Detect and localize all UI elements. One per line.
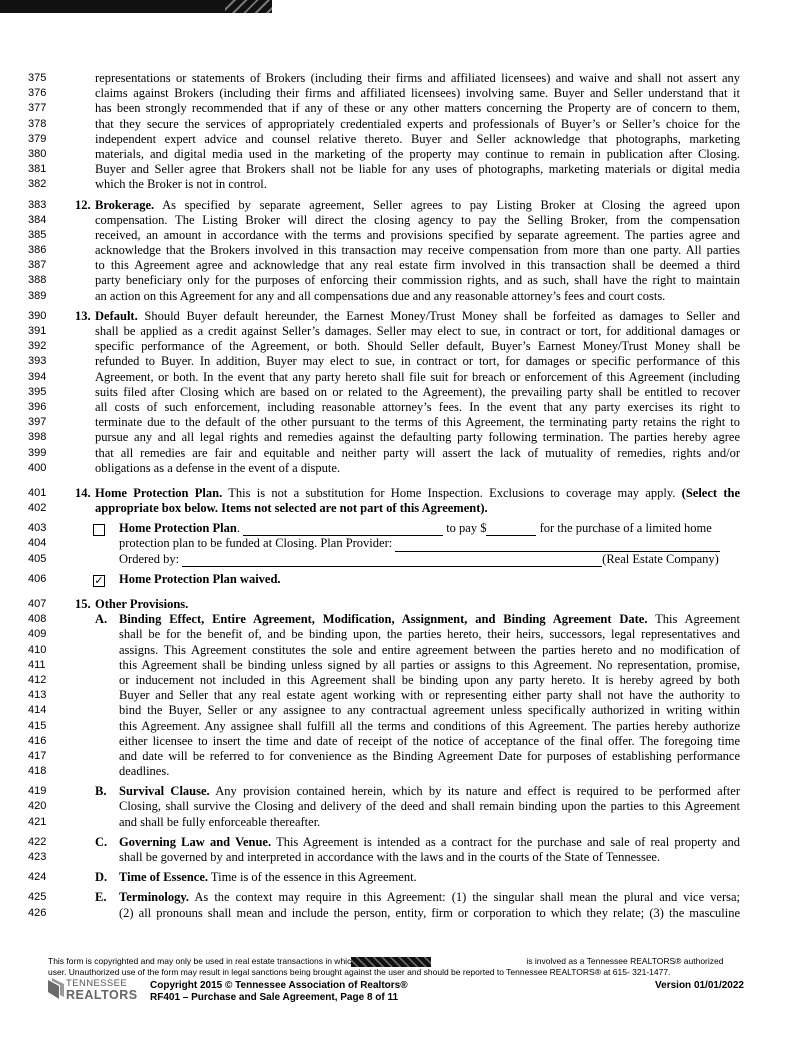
doc-line xyxy=(0,521,811,536)
copyright-notice: This form is copyrighted and may only be used in real estate transactions in whic is involved as a Tennessee REALTORS® authorized xyxy=(48,956,724,966)
subsection-b xyxy=(0,784,811,830)
doc-line xyxy=(0,339,811,354)
line-text: this Agreement. Any assignee shall fulfill all the terms and conditions of this Agreement. The parties hereby authorize xyxy=(119,718,740,733)
line-text: refunded to Buyer. In addition, Buyer may elect to sue, in contract or tort, for damages or specific performance of this xyxy=(95,354,740,369)
section-12-brokerage xyxy=(0,198,811,304)
line-number: 401 xyxy=(28,486,47,499)
line-text: specific performance of the Agreement, or both. Should Seller default, Buyer’s Earnest Money/Trust Money shall be xyxy=(95,339,740,354)
subsection-letter: C. xyxy=(95,834,108,849)
ordered-by-field[interactable] xyxy=(182,554,602,567)
line-text: shall be for the benefit of, and be binding upon, the parties hereto, their heirs, successors, legal representatives and xyxy=(119,627,740,642)
doc-line xyxy=(0,719,811,734)
line-number: 415 xyxy=(28,719,47,732)
subsection-letter: D. xyxy=(95,870,108,885)
line-number: 400 xyxy=(28,461,47,474)
doc-line xyxy=(0,815,811,830)
doc-line xyxy=(0,643,811,658)
line-text: pursue any and all legal rights and remedies against the defaulting party following termination. The parties hereby agree xyxy=(95,430,740,445)
line-number: 391 xyxy=(28,325,47,337)
line-text: shall be governed by and interpreted in accordance with the laws and in the courts of the State of Tennessee. xyxy=(119,850,661,864)
line-text: Home Protection Plan. to pay $ for the purchase of a limited home xyxy=(119,521,712,536)
line-text: this Agreement shall be binding unless signed by all parties or assigns to this Agreement. No representation, promise, xyxy=(119,657,740,672)
subsection-heading: Time of Essence. xyxy=(119,870,208,885)
subsection-letter: A. xyxy=(95,612,108,627)
section-number: 14. xyxy=(75,485,91,500)
doc-line xyxy=(0,612,811,627)
line-text: bind the Buyer, Seller or any assignee to any contractual agreement unless specifically authorized in writing within xyxy=(119,703,740,718)
line-number: 395 xyxy=(28,385,47,398)
doc-line xyxy=(0,850,811,865)
doc-line xyxy=(0,289,811,304)
line-text: to this Agreement agree and acknowledge that any real estate firm involved in this transaction shall be deemed a third xyxy=(95,258,740,273)
agreement-page xyxy=(0,71,811,921)
line-text: Agreement, or both. In the event that any party hereto shall file suit for breach or enforcement of this Agreement (including xyxy=(95,369,740,384)
subsection-heading: Survival Clause. xyxy=(119,784,210,799)
line-number: 385 xyxy=(28,228,47,241)
doc-line xyxy=(0,101,811,116)
subsection-e xyxy=(0,890,811,920)
paragraph-brokers xyxy=(0,71,811,193)
doc-line xyxy=(0,536,811,551)
line-text: and date will be referred to for convenience as the Binding Agreement Date for purposes of establishing performance xyxy=(119,748,740,763)
doc-line xyxy=(0,258,811,273)
line-number: 412 xyxy=(28,673,47,686)
line-number: 423 xyxy=(28,851,47,863)
page-footer xyxy=(48,956,788,1003)
doc-line xyxy=(0,461,811,476)
doc-line xyxy=(0,228,811,243)
line-text: Buyer and Seller that any real estate agent working with or representing either party shall not have the authority to xyxy=(119,688,740,703)
section-number: 13. xyxy=(75,308,91,323)
line-number: 376 xyxy=(28,87,47,100)
section-heading: Brokerage. xyxy=(95,197,155,212)
line-number: 394 xyxy=(28,370,47,383)
plan-waived-checkbox[interactable] xyxy=(93,575,105,587)
line-text: that they secure the services of appropriately credentialed experts and professionals of Buyer’s or Seller’s choice for the xyxy=(95,116,740,131)
line-text: Time of Essence. Time is of the essence in this Agreement. xyxy=(119,870,417,885)
doc-line xyxy=(0,890,811,905)
doc-line xyxy=(0,446,811,461)
subsection-heading: Terminology. xyxy=(119,890,190,905)
doc-line xyxy=(0,703,811,718)
line-number: 409 xyxy=(28,628,47,641)
section-number: 15. xyxy=(75,597,91,611)
line-text: materials, and digital media used in the marketing of the property may continue to remain in publication after Closing. xyxy=(95,146,740,161)
home-protection-plan-checkbox[interactable] xyxy=(93,524,105,536)
doc-line xyxy=(0,870,811,885)
line-number: 407 xyxy=(28,598,47,610)
line-text: received, an amount in accordance with the terms and provisions specified by separate agreement. The parties agree and xyxy=(95,227,740,242)
doc-line xyxy=(0,430,811,445)
line-number: 387 xyxy=(28,259,47,272)
line-number: 424 xyxy=(28,871,47,884)
doc-line xyxy=(0,309,811,324)
line-number: 422 xyxy=(28,835,47,848)
line-number: 379 xyxy=(28,132,47,145)
doc-line xyxy=(0,415,811,430)
line-text: independent expert advice and counsel relative thereto. Buyer and Seller acknowledge that photographs, marketing xyxy=(95,131,740,146)
line-number: 419 xyxy=(28,785,47,798)
unauthorized-use-notice: user. Unauthorized use of the form may result in legal sanctions being brought against the user and should be reported to Tennessee REALTORS® at 615- 321-1477. xyxy=(48,967,671,977)
line-text: Brokerage. As specified by separate agreement, Seller agrees to pay Listing Broker at Closing the agreed upon xyxy=(95,197,740,212)
line-text: Binding Effect, Entire Agreement, Modification, Assignment, and Binding Agreement Date. This Agreement xyxy=(119,612,740,627)
subsection-letter: E. xyxy=(95,890,107,905)
doc-line xyxy=(0,572,811,587)
doc-line xyxy=(0,673,811,688)
realtors-logo-icon xyxy=(48,978,64,1000)
line-text: appropriate box below. Items not selected are not part of this Agreement). xyxy=(95,501,488,516)
doc-line xyxy=(0,658,811,673)
doc-line xyxy=(0,273,811,288)
line-number: 417 xyxy=(28,749,47,762)
line-number: 420 xyxy=(28,800,47,813)
line-text: representations or statements of Brokers (including their firms and affiliated licensees) and waive and shall not assert any xyxy=(95,71,740,85)
line-number: 378 xyxy=(28,117,47,130)
top-banner-bar xyxy=(0,0,272,13)
line-text: Survival Clause. Any provision contained herein, which by its nature and effect is required to be performed after xyxy=(119,784,740,799)
line-number: 381 xyxy=(28,163,47,176)
doc-line xyxy=(0,501,811,516)
form-version: Version 01/01/2022 xyxy=(655,980,744,991)
doc-line xyxy=(0,749,811,764)
line-number: 389 xyxy=(28,289,47,302)
line-number: 396 xyxy=(28,400,47,413)
plan-name-field[interactable] xyxy=(243,523,443,536)
doc-line xyxy=(0,835,811,850)
checkmark-icon: ✓ xyxy=(94,573,104,587)
line-text: Governing Law and Venue. This Agreement is intended as a contract for the purchase and sale of real property and xyxy=(119,834,740,849)
doc-line xyxy=(0,799,811,814)
doc-line xyxy=(0,784,811,799)
line-number: 403 xyxy=(28,522,47,535)
doc-line xyxy=(0,385,811,400)
line-text: an action on this Agreement for any and all compensations due and any reasonable attorney’s fees and court costs. xyxy=(95,288,666,303)
line-number: 380 xyxy=(28,147,47,160)
line-text: or inducement not included in this Agreement shall be binding upon any party hereto. It is hereby agreed by both xyxy=(119,672,740,687)
doc-line xyxy=(0,906,811,921)
option-label: Home Protection Plan waived. xyxy=(119,571,281,586)
doc-line xyxy=(0,117,811,132)
doc-line xyxy=(0,552,811,567)
doc-line xyxy=(0,764,811,779)
line-number: 399 xyxy=(28,446,47,459)
line-number: 413 xyxy=(28,689,47,702)
doc-line xyxy=(0,597,811,612)
section-heading: Default. xyxy=(95,308,138,323)
line-text: compensation. The Listing Broker will direct the closing agency to pay the Selling Broker, from the compensation xyxy=(95,212,740,227)
doc-line xyxy=(0,324,811,339)
line-text: Default. Should Buyer default hereunder, the Earnest Money/Trust Money shall be forfeited as damages to Seller and xyxy=(95,308,741,323)
doc-line xyxy=(0,71,811,86)
line-number: 410 xyxy=(28,643,47,656)
line-number: 402 xyxy=(28,502,47,515)
subsection-letter: B. xyxy=(95,784,107,799)
line-text: claims against Brokers (including their firms and affiliated licensees) involving same. Buyer and Seller understand that it xyxy=(95,86,740,101)
line-number: 375 xyxy=(28,72,47,84)
line-text: assigns. This Agreement constitutes the sole and entire agreement between the parties hereto and no modification of xyxy=(119,642,740,657)
line-number: 393 xyxy=(28,355,47,368)
doc-line xyxy=(0,243,811,258)
subsection-heading: Binding Effect, Entire Agreement, Modification, Assignment, and Binding Agreement Date. xyxy=(119,612,648,627)
section-13-default xyxy=(0,309,811,476)
doc-line xyxy=(0,734,811,749)
line-number: 383 xyxy=(28,198,47,211)
line-number: 390 xyxy=(28,309,47,322)
line-text: Buyer and Seller agree that Brokers shall not be liable for any uses of photographs, marketing materials or digital media xyxy=(95,162,740,177)
section-number: 12. xyxy=(75,197,91,212)
line-number: 418 xyxy=(28,765,47,778)
doc-line xyxy=(0,354,811,369)
line-number: 425 xyxy=(28,891,47,904)
line-number: 411 xyxy=(28,658,46,671)
line-number: 404 xyxy=(28,537,47,550)
line-number: 406 xyxy=(28,572,47,585)
doc-line xyxy=(0,400,811,415)
line-number: 426 xyxy=(28,906,47,919)
subsection-c xyxy=(0,835,811,865)
line-number: 388 xyxy=(28,274,47,287)
line-number: 408 xyxy=(28,613,47,626)
tennessee-realtors-logo xyxy=(48,978,143,1008)
plan-amount-field[interactable] xyxy=(486,523,536,536)
line-text: has been strongly recommended that if any of these or any other matters concerning the Property are of concern to them, xyxy=(95,101,740,116)
line-text: all costs of such enforcement, including reasonable attorney’s fees. In the event that any party exercises its right to xyxy=(95,399,740,414)
line-text: (2) all pronouns shall mean and include the person, entity, firm or corporation to which they relate; (3) the masculine xyxy=(119,905,740,920)
line-number: 377 xyxy=(28,102,47,115)
line-text: and shall be fully enforceable thereafter. xyxy=(119,814,321,829)
line-text: either licensee to insert the time and date of receipt of the notice of acceptance of the final offer. The foregoing time xyxy=(119,733,740,748)
line-text: obligations as a defense in the event of a dispute. xyxy=(95,460,341,475)
line-text: shall be applied as a credit against Seller’s damages. Seller may elect to sue, in contract or tort, for additional damages or xyxy=(95,324,740,338)
line-text: protection plan to be funded at Closing. Plan Provider: xyxy=(119,536,740,551)
section-heading: Other Provisions. xyxy=(95,597,189,611)
doc-line xyxy=(0,132,811,147)
doc-line xyxy=(0,688,811,703)
line-text: Ordered by: (Real Estate Company) xyxy=(119,551,719,566)
line-text: that all remedies are fair and equitable and neither party will assert the lack of mutuality of remedies, rights and/or xyxy=(95,445,740,460)
line-text: which the Broker is not in control. xyxy=(95,177,267,192)
doc-line xyxy=(0,86,811,101)
redacted-name xyxy=(351,957,431,967)
line-text: acknowledge that the Brokers involved in this transaction may receive compensation from more than one party. All parties xyxy=(95,243,740,258)
option-label: Home Protection Plan xyxy=(119,521,237,536)
subsection-heading: Governing Law and Venue. xyxy=(119,834,272,849)
line-number: 421 xyxy=(28,815,47,828)
doc-line xyxy=(0,627,811,642)
top-banner-stripe xyxy=(225,0,272,13)
subsection-a xyxy=(0,612,811,779)
line-text: party beneficiary only for the purposes of enforcing their commission rights, and as such, shall have the right to maintain xyxy=(95,273,740,288)
form-page-line: RF401 – Purchase and Sale Agreement, Page 8 of 11 xyxy=(150,992,399,1003)
doc-line xyxy=(0,370,811,385)
line-text: Closing, shall survive the Closing and delivery of the deed and shall remain binding upon the parties to this Agreement xyxy=(119,799,740,814)
logo-text-realtors: REALTORS xyxy=(66,988,138,1002)
line-text: terminate due to the default of the other pursuant to the terms of this Agreement, the terminating party retains the right to xyxy=(95,415,740,430)
subsection-d xyxy=(0,870,811,885)
form-copyright xyxy=(150,980,408,1004)
line-text: Terminology. As the context may require in this Agreement: (1) the singular shall mean the plural and vice versa; xyxy=(119,890,741,905)
section-15-other-provisions xyxy=(0,597,811,921)
logo-text-tennessee: TENNESSEE xyxy=(66,978,128,989)
doc-line xyxy=(0,213,811,228)
line-text: deadlines. xyxy=(119,764,170,779)
copyright-line: Copyright 2015 © Tennessee Association of Realtors® xyxy=(150,980,408,991)
doc-line xyxy=(0,147,811,162)
line-number: 382 xyxy=(28,178,47,191)
line-text: suits filed after Closing which are based on or related to the Agreement), the prevailing party shall be entitled to recover xyxy=(95,384,740,399)
section-14-home-protection xyxy=(0,486,811,587)
line-text: Home Protection Plan. This is not a substitution for Home Inspection. Exclusions to coverage may apply. (Select the xyxy=(95,485,740,500)
line-number: 384 xyxy=(28,213,47,226)
line-number: 397 xyxy=(28,416,47,429)
line-number: 392 xyxy=(28,340,47,353)
doc-line xyxy=(0,177,811,192)
doc-line xyxy=(0,162,811,177)
line-number: 398 xyxy=(28,431,47,444)
plan-provider-field[interactable] xyxy=(395,539,720,552)
line-number: 386 xyxy=(28,244,47,257)
section-heading: Home Protection Plan. xyxy=(95,485,223,500)
line-number: 416 xyxy=(28,734,47,747)
line-number: 414 xyxy=(28,704,47,717)
doc-line xyxy=(0,486,811,501)
line-number: 405 xyxy=(28,552,47,565)
doc-line xyxy=(0,198,811,213)
